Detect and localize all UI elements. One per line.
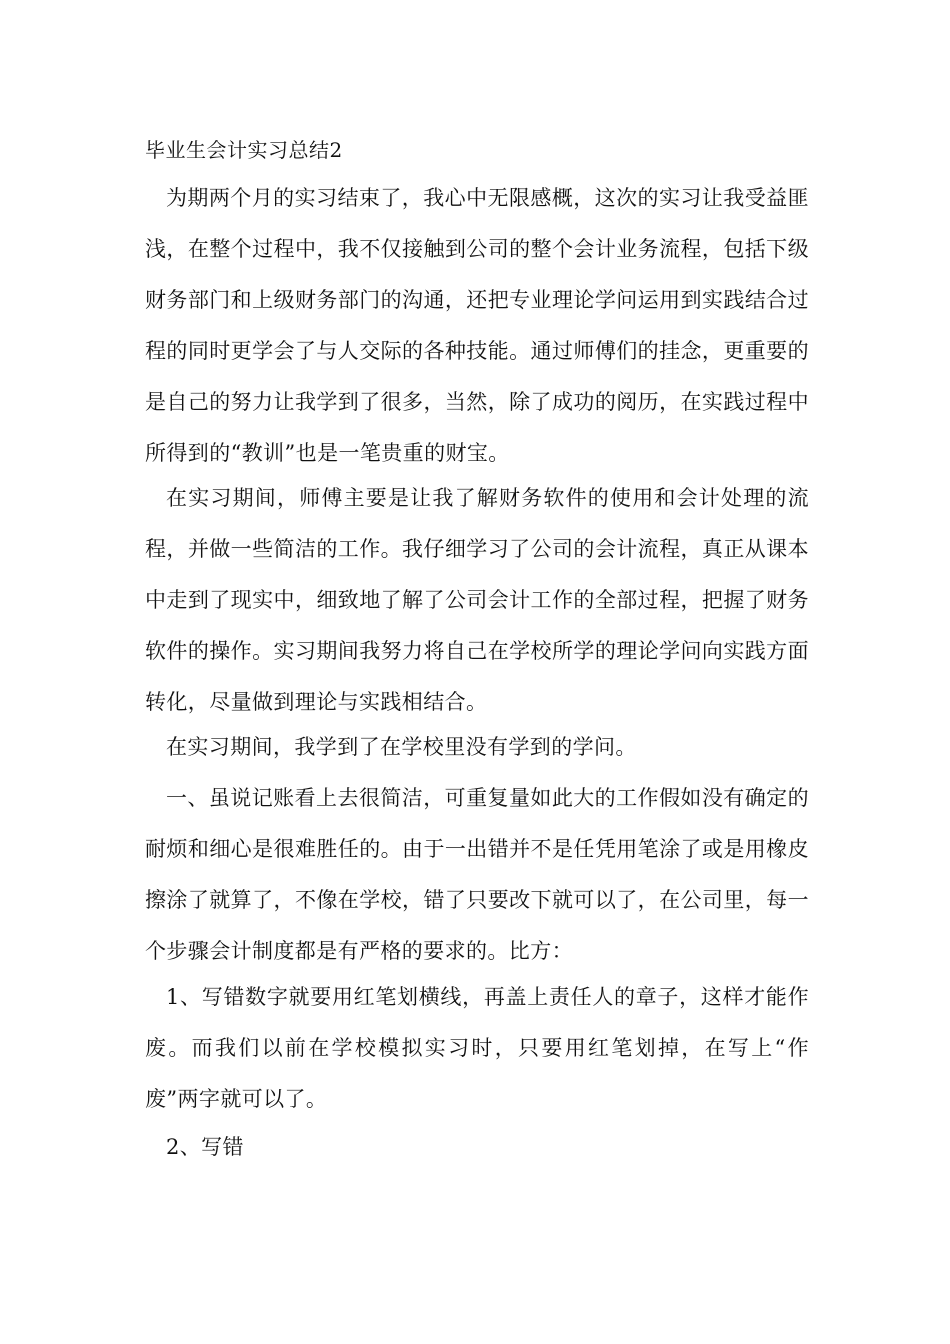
paragraph-mentor-guidance: 在实习期间，师傅主要是让我了解财务软件的使用和会计处理的流程，并做一些简洁的工作。我仔细学习了公司的会计流程，真正从课本中走到了现实中，细致地了解了公司会计工作的全部过程，把握了财务软件的操作。实习期间我努力将自己在学校所学的理论学问向实践方面转化，尽量做到理论与实践相结合。: [145, 486, 809, 714]
paragraph-item-two: 2、写错: [166, 1135, 244, 1159]
paragraph-item-one: 1、写错数字就要用红笔划横线，再盖上责任人的章子，这样才能作废。而我们以前在学校模拟实习时，只要用红笔划掉，在写上“作废”两字就可以了。: [145, 985, 809, 1111]
document-title: 毕业生会计实习总结2: [145, 138, 343, 162]
paragraph-internship-overview: 为期两个月的实习结束了，我心中无限感概，这次的实习让我受益匪浅，在整个过程中，我不仅接触到公司的整个会计业务流程，包括下级财务部门和上级财务部门的沟通，还把专业理论学问运用到实践结合过程的同时更学会了与人交际的各种技能。通过师傅们的挂念，更重要的是自己的努力让我学到了很多，当然，除了成功的阅历，在实践过程中所得到的“教训”也是一笔贵重的财宝。: [145, 186, 809, 465]
paragraph-lessons-intro: 在实习期间，我学到了在学校里没有学到的学问。: [166, 735, 637, 759]
paragraph-point-one: 一、虽说记账看上去很简洁，可重复量如此大的工作假如没有确定的耐烦和细心是很难胜任的。由于一出错并不是任凭用笔涂了或是用橡皮擦涂了就算了，不像在学校，错了只要改下就可以了，在公司里，每一个步骤会计制度都是有严格的要求的。比方：: [145, 786, 809, 963]
